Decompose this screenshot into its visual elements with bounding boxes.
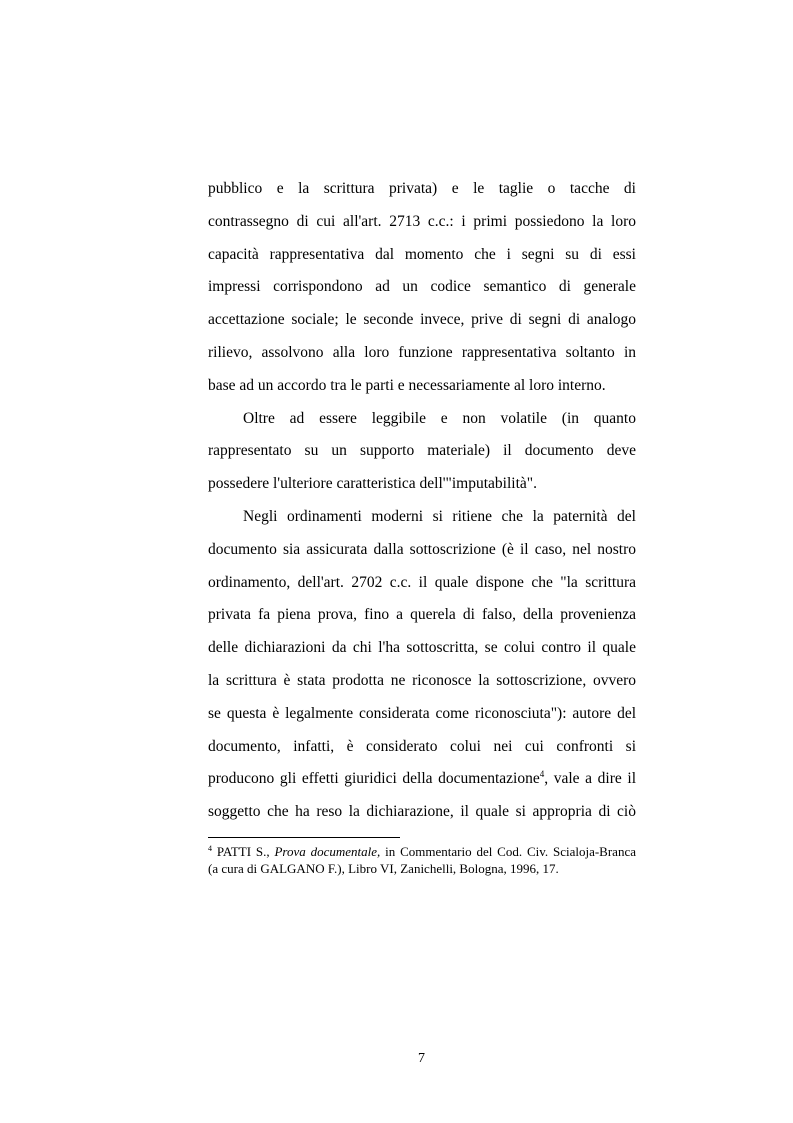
text-line: documento sia assicurata dalla sottoscrizione (è il caso, nel nostro: [208, 540, 636, 558]
footnote-number: 4: [208, 844, 212, 853]
text-line: la scrittura è stata prodotta ne riconosce la sottoscrizione, ovvero: [208, 671, 636, 689]
body-text: [208, 173, 636, 829]
footnote-separator: [208, 837, 400, 838]
text-line: privata fa piena prova, fino a querela di falso, della provenienza: [208, 606, 636, 624]
text-line: delle dichiarazioni da chi l'ha sottoscritta, se colui contro il quale: [208, 639, 636, 657]
text-line: rappresentato su un supporto materiale) il documento deve: [208, 442, 636, 460]
text-line: base ad un accordo tra le parti e necessariamente al loro interno.: [208, 376, 606, 394]
text-line: Negli ordinamenti moderni si ritiene che la paternità del: [243, 507, 636, 525]
footnote-text: in Commentario del Cod. Civ. Scialoja-Branca: [380, 844, 636, 859]
footnote: [208, 843, 636, 877]
text-line: documento, infatti, è considerato colui nei cui confronti si: [208, 737, 636, 755]
text-line: accettazione sociale; le seconde invece, prive di segni di analogo: [208, 311, 636, 329]
text-line: Oltre ad essere leggibile e non volatile (in quanto: [243, 409, 636, 427]
text-line: soggetto che ha reso la dichiarazione, il quale si appropria di ciò: [208, 803, 636, 821]
page-number: 7: [418, 1051, 425, 1066]
text-line: capacità rappresentativa dal momento che i segni su di essi: [208, 245, 636, 263]
text-line: ordinamento, dell'art. 2702 c.c. il quale dispone che "la scrittura: [208, 573, 636, 591]
text-line: contrassegno di cui all'art. 2713 c.c.: i primi possiedono la loro: [208, 212, 636, 230]
text-line: impressi corrispondono ad un codice semantico di generale: [208, 278, 636, 296]
text-line-with-footnote-ref: [208, 763, 636, 796]
footnote-title: Prova documentale,: [274, 844, 381, 859]
text-line: possedere l'ulteriore caratteristica dell'"imputabilità".: [208, 475, 537, 493]
text-line: pubblico e la scrittura privata) e le taglie o tacche di: [208, 180, 636, 197]
footnote-author: PATTI S.,: [212, 844, 275, 859]
text-line: rilievo, assolvono alla loro funzione rappresentativa soltanto in: [208, 343, 636, 361]
text-segment: producono gli effetti giuridici della documentazione: [208, 770, 540, 788]
footnote-reference[interactable]: 4: [539, 769, 545, 780]
footnote-line: [208, 843, 636, 860]
footnote-line: (a cura di GALGANO F.), Libro VI, Zanichelli, Bologna, 1996, 17.: [208, 861, 559, 876]
text-segment: , vale a dire il: [544, 770, 636, 788]
text-line: se questa è legalmente considerata come riconosciuta"): autore del: [208, 704, 636, 722]
